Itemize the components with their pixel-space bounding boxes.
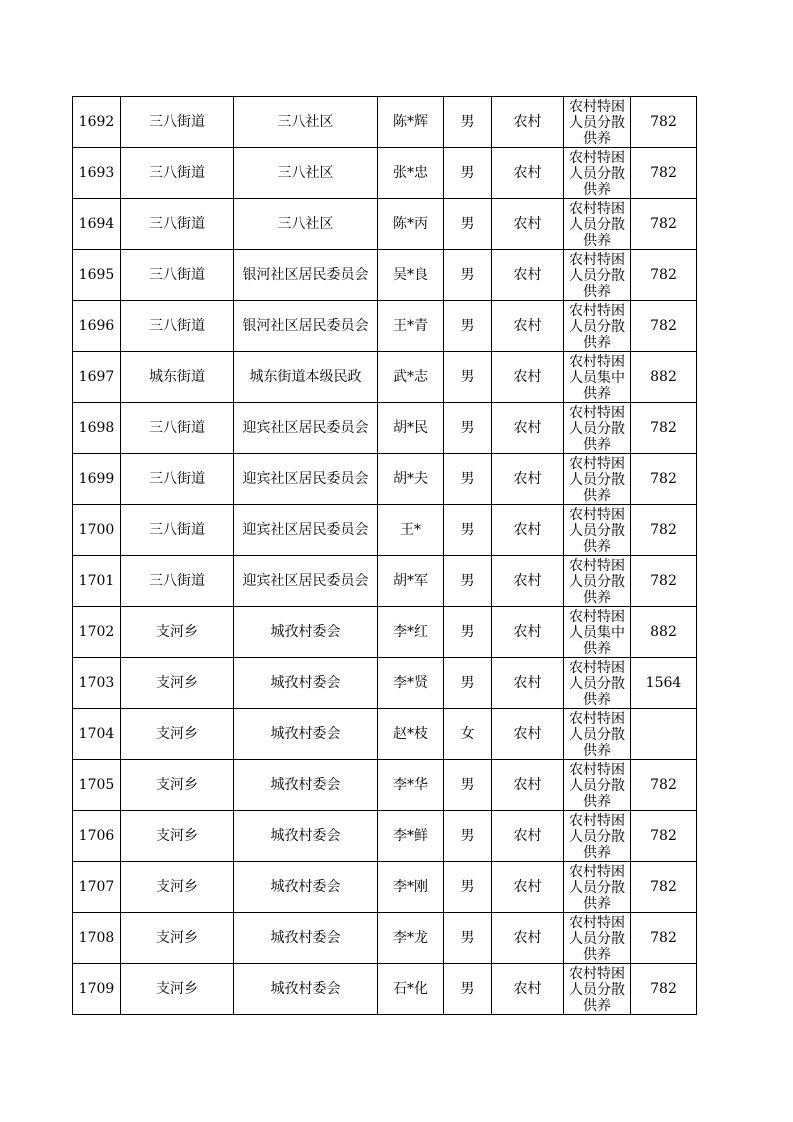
support-category-text: 农村特困人员分散供养	[569, 405, 625, 451]
table-row	[73, 556, 697, 607]
support-category-text: 农村特困人员分散供养	[569, 864, 625, 910]
community-cell: 城孜村委会	[234, 913, 378, 964]
amount-cell: 782	[631, 199, 697, 250]
amount-cell: 782	[631, 505, 697, 556]
person-name-cell: 吴*良	[378, 250, 444, 301]
table-row	[73, 454, 697, 505]
serial-number-cell: 1692	[73, 97, 121, 148]
serial-number-cell: 1693	[73, 148, 121, 199]
support-category-cell	[564, 250, 631, 301]
street-cell: 三八街道	[121, 301, 234, 352]
person-name-cell: 胡*夫	[378, 454, 444, 505]
amount-cell: 782	[631, 250, 697, 301]
table-row	[73, 301, 697, 352]
amount-cell: 782	[631, 403, 697, 454]
household-type-cell: 农村	[492, 403, 564, 454]
community-cell: 迎宾社区居民委员会	[234, 403, 378, 454]
street-cell: 三八街道	[121, 199, 234, 250]
household-type-cell: 农村	[492, 199, 564, 250]
support-category-text: 农村特困人员分散供养	[569, 150, 625, 196]
street-cell: 三八街道	[121, 97, 234, 148]
person-name-cell: 石*化	[378, 964, 444, 1015]
amount-cell	[631, 709, 697, 760]
street-cell: 三八街道	[121, 454, 234, 505]
community-cell: 银河社区居民委员会	[234, 301, 378, 352]
street-cell: 支河乡	[121, 760, 234, 811]
household-type-cell: 农村	[492, 658, 564, 709]
gender-cell: 男	[444, 556, 492, 607]
table-row	[73, 403, 697, 454]
person-name-cell: 李*红	[378, 607, 444, 658]
gender-cell: 男	[444, 148, 492, 199]
person-name-cell: 李*华	[378, 760, 444, 811]
gender-cell: 男	[444, 250, 492, 301]
person-name-cell: 李*贤	[378, 658, 444, 709]
household-type-cell: 农村	[492, 556, 564, 607]
community-cell: 城孜村委会	[234, 607, 378, 658]
street-cell: 支河乡	[121, 709, 234, 760]
support-category-text: 农村特困人员分散供养	[569, 813, 625, 859]
gender-cell: 男	[444, 862, 492, 913]
support-category-text: 农村特困人员分散供养	[569, 201, 625, 247]
serial-number-cell: 1698	[73, 403, 121, 454]
gender-cell: 男	[444, 97, 492, 148]
person-name-cell: 张*忠	[378, 148, 444, 199]
support-category-text: 农村特困人员集中供养	[569, 354, 625, 400]
support-category-cell	[564, 352, 631, 403]
support-category-text: 农村特困人员分散供养	[569, 558, 625, 604]
street-cell: 支河乡	[121, 658, 234, 709]
support-category-text: 农村特困人员分散供养	[569, 99, 625, 145]
household-type-cell: 农村	[492, 811, 564, 862]
person-name-cell: 胡*军	[378, 556, 444, 607]
amount-cell: 782	[631, 301, 697, 352]
roster-body	[73, 97, 697, 1015]
table-row	[73, 250, 697, 301]
serial-number-cell: 1706	[73, 811, 121, 862]
table-row	[73, 352, 697, 403]
support-category-cell	[564, 811, 631, 862]
table-row	[73, 709, 697, 760]
community-cell: 迎宾社区居民委员会	[234, 556, 378, 607]
support-category-cell	[564, 658, 631, 709]
person-name-cell: 王*	[378, 505, 444, 556]
household-type-cell: 农村	[492, 760, 564, 811]
community-cell: 三八社区	[234, 199, 378, 250]
table-row	[73, 913, 697, 964]
household-type-cell: 农村	[492, 964, 564, 1015]
household-type-cell: 农村	[492, 148, 564, 199]
serial-number-cell: 1694	[73, 199, 121, 250]
person-name-cell: 李*鲜	[378, 811, 444, 862]
street-cell: 支河乡	[121, 607, 234, 658]
gender-cell: 男	[444, 505, 492, 556]
person-name-cell: 赵*枝	[378, 709, 444, 760]
person-name-cell: 胡*民	[378, 403, 444, 454]
support-category-cell	[564, 556, 631, 607]
street-cell: 三八街道	[121, 148, 234, 199]
serial-number-cell: 1697	[73, 352, 121, 403]
support-category-cell	[564, 607, 631, 658]
community-cell: 三八社区	[234, 148, 378, 199]
serial-number-cell: 1707	[73, 862, 121, 913]
table-row	[73, 862, 697, 913]
gender-cell: 男	[444, 199, 492, 250]
table-row	[73, 148, 697, 199]
support-category-text: 农村特困人员分散供养	[569, 456, 625, 502]
household-type-cell: 农村	[492, 709, 564, 760]
serial-number-cell: 1703	[73, 658, 121, 709]
table-row	[73, 97, 697, 148]
amount-cell: 882	[631, 352, 697, 403]
person-name-cell: 陈*丙	[378, 199, 444, 250]
street-cell: 支河乡	[121, 811, 234, 862]
household-type-cell: 农村	[492, 607, 564, 658]
table-row	[73, 607, 697, 658]
gender-cell: 男	[444, 964, 492, 1015]
street-cell: 三八街道	[121, 505, 234, 556]
amount-cell: 782	[631, 760, 697, 811]
amount-cell: 782	[631, 556, 697, 607]
roster-table	[72, 96, 697, 1015]
amount-cell: 782	[631, 811, 697, 862]
street-cell: 三八街道	[121, 556, 234, 607]
table-row	[73, 658, 697, 709]
serial-number-cell: 1704	[73, 709, 121, 760]
gender-cell: 男	[444, 352, 492, 403]
support-category-text: 农村特困人员分散供养	[569, 252, 625, 298]
community-cell: 城孜村委会	[234, 811, 378, 862]
household-type-cell: 农村	[492, 454, 564, 505]
table-row	[73, 505, 697, 556]
support-category-text: 农村特困人员分散供养	[569, 762, 625, 808]
support-category-cell	[564, 760, 631, 811]
amount-cell: 782	[631, 913, 697, 964]
support-category-text: 农村特困人员分散供养	[569, 915, 625, 961]
community-cell: 迎宾社区居民委员会	[234, 505, 378, 556]
gender-cell: 男	[444, 658, 492, 709]
person-name-cell: 李*刚	[378, 862, 444, 913]
household-type-cell: 农村	[492, 862, 564, 913]
community-cell: 城孜村委会	[234, 658, 378, 709]
table-row	[73, 199, 697, 250]
community-cell: 城孜村委会	[234, 964, 378, 1015]
table-row	[73, 760, 697, 811]
support-category-cell	[564, 964, 631, 1015]
community-cell: 迎宾社区居民委员会	[234, 454, 378, 505]
household-type-cell: 农村	[492, 913, 564, 964]
support-category-cell	[564, 301, 631, 352]
gender-cell: 男	[444, 913, 492, 964]
gender-cell: 男	[444, 403, 492, 454]
support-category-cell	[564, 862, 631, 913]
support-category-cell	[564, 709, 631, 760]
street-cell: 三八街道	[121, 250, 234, 301]
household-type-cell: 农村	[492, 250, 564, 301]
serial-number-cell: 1705	[73, 760, 121, 811]
serial-number-cell: 1702	[73, 607, 121, 658]
support-category-text: 农村特困人员分散供养	[569, 507, 625, 553]
serial-number-cell: 1701	[73, 556, 121, 607]
person-name-cell: 王*青	[378, 301, 444, 352]
support-category-cell	[564, 505, 631, 556]
serial-number-cell: 1695	[73, 250, 121, 301]
community-cell: 城孜村委会	[234, 709, 378, 760]
support-category-text: 农村特困人员分散供养	[569, 660, 625, 706]
support-category-text: 农村特困人员分散供养	[569, 966, 625, 1012]
support-category-text: 农村特困人员分散供养	[569, 303, 625, 349]
household-type-cell: 农村	[492, 97, 564, 148]
gender-cell: 男	[444, 811, 492, 862]
support-category-cell	[564, 97, 631, 148]
community-cell: 银河社区居民委员会	[234, 250, 378, 301]
serial-number-cell: 1709	[73, 964, 121, 1015]
amount-cell: 782	[631, 862, 697, 913]
community-cell: 城孜村委会	[234, 760, 378, 811]
household-type-cell: 农村	[492, 352, 564, 403]
street-cell: 支河乡	[121, 913, 234, 964]
gender-cell: 男	[444, 454, 492, 505]
gender-cell: 男	[444, 760, 492, 811]
household-type-cell: 农村	[492, 301, 564, 352]
serial-number-cell: 1708	[73, 913, 121, 964]
support-category-text: 农村特困人员集中供养	[569, 609, 625, 655]
street-cell: 支河乡	[121, 862, 234, 913]
gender-cell: 男	[444, 301, 492, 352]
table-row	[73, 811, 697, 862]
support-category-text: 农村特困人员分散供养	[569, 711, 625, 757]
street-cell: 城东街道	[121, 352, 234, 403]
gender-cell: 男	[444, 607, 492, 658]
amount-cell: 882	[631, 607, 697, 658]
support-category-cell	[564, 148, 631, 199]
person-name-cell: 李*龙	[378, 913, 444, 964]
support-category-cell	[564, 913, 631, 964]
street-cell: 三八街道	[121, 403, 234, 454]
community-cell: 三八社区	[234, 97, 378, 148]
street-cell: 支河乡	[121, 964, 234, 1015]
amount-cell: 782	[631, 148, 697, 199]
amount-cell: 782	[631, 454, 697, 505]
serial-number-cell: 1696	[73, 301, 121, 352]
person-name-cell: 武*志	[378, 352, 444, 403]
community-cell: 城孜村委会	[234, 862, 378, 913]
household-type-cell: 农村	[492, 505, 564, 556]
amount-cell: 782	[631, 964, 697, 1015]
serial-number-cell: 1700	[73, 505, 121, 556]
support-category-cell	[564, 403, 631, 454]
gender-cell: 女	[444, 709, 492, 760]
community-cell: 城东街道本级民政	[234, 352, 378, 403]
support-category-cell	[564, 454, 631, 505]
serial-number-cell: 1699	[73, 454, 121, 505]
person-name-cell: 陈*辉	[378, 97, 444, 148]
table-row	[73, 964, 697, 1015]
amount-cell: 782	[631, 97, 697, 148]
amount-cell: 1564	[631, 658, 697, 709]
support-category-cell	[564, 199, 631, 250]
